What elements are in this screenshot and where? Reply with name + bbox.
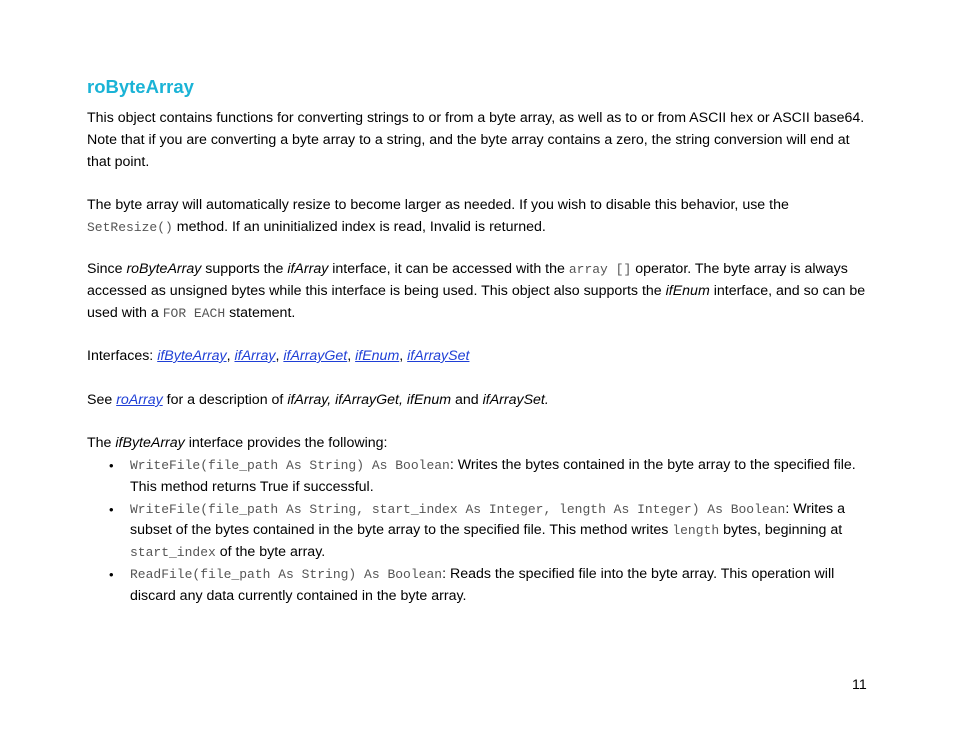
list-item — [87, 499, 872, 564]
list-item — [87, 564, 872, 608]
link-ifbytearray[interactable]: ifByteArray — [157, 348, 227, 364]
list-item — [87, 455, 872, 499]
separator: , — [226, 348, 235, 364]
intro-paragraph — [87, 108, 872, 173]
code-for-each: FOR EACH — [162, 305, 226, 321]
method-description: : Reads the specified file into the byte array. This operation will discard any data currently contained in the byte array. — [130, 565, 835, 604]
link-ifenum[interactable]: ifEnum — [355, 348, 400, 364]
array-paragraph — [87, 259, 872, 324]
see-also-paragraph — [87, 390, 872, 412]
bullet-icon: • — [109, 458, 114, 473]
separator: , — [399, 348, 408, 364]
link-roarray[interactable]: roArray — [116, 392, 163, 408]
italic-term: roByteArray — [126, 261, 202, 277]
text-run: bytes, beginning at — [719, 522, 843, 539]
code-length: length — [672, 523, 720, 539]
text-run: statement. — [225, 304, 296, 321]
text-run: The — [87, 435, 116, 451]
section-heading: roByteArray — [87, 76, 194, 97]
page-number: 11 — [852, 677, 867, 693]
link-ifarrayset[interactable]: ifArraySet — [407, 348, 470, 364]
resize-paragraph — [87, 195, 872, 239]
italic-term: ifArray — [287, 261, 329, 277]
text-run: supports the — [201, 261, 288, 277]
text-run: of the byte array. — [215, 544, 326, 561]
text-run: operator. The byte array is always accessed as unsigned bytes while this interface is being used. This object also supports the — [87, 261, 848, 299]
link-ifarray[interactable]: ifArray — [234, 348, 276, 364]
code-setresize: SetResize() — [87, 219, 173, 235]
text-run: interface provides the following: — [184, 435, 388, 451]
interfaces-paragraph — [87, 346, 872, 368]
method-signature: ReadFile(file_path As String) As Boolean — [130, 566, 443, 582]
italic-term: ifArraySet. — [482, 392, 549, 408]
text-run: method. If an uninitialized index is read, Invalid is returned. — [172, 218, 546, 235]
text-run: for a description of — [162, 392, 288, 408]
bullet-icon: • — [109, 501, 114, 517]
text-run: interface, it can be accessed with the — [328, 261, 569, 277]
separator: , — [275, 348, 284, 364]
text-run: Since — [87, 261, 127, 277]
text-run: See — [87, 392, 117, 408]
method-description: : Writes a subset of the bytes contained in the byte array to the specified file. This method writes — [130, 500, 845, 539]
code-start-index: start_index — [130, 545, 216, 561]
text-run: The byte array will automatically resize to become larger as needed. If you wish to disable this behavior, use the — [87, 197, 789, 213]
method-signature: WriteFile(file_path As String) As Boolean — [130, 458, 450, 473]
separator: , — [347, 348, 356, 364]
text-run: interface, and so can be used with a — [87, 282, 866, 321]
italic-term: ifEnum — [665, 282, 710, 299]
interfaces-label: Interfaces: — [87, 348, 158, 364]
code-array-operator: array [] — [568, 262, 632, 277]
intro-text: This object contains functions for converting strings to or from a byte array, as well as to or from ASCII hex or ASCII base64. Note that if you are converting a byte array to a string, and the byte array contains a zero, the string conversion will end at that point. — [87, 110, 865, 170]
method-signature: WriteFile(file_path As String, start_index As Integer, length As Integer) As Boolean — [130, 501, 786, 517]
bullet-icon: • — [109, 566, 114, 582]
text-run: and — [451, 392, 483, 408]
link-ifarrayget[interactable]: ifArrayGet — [283, 348, 348, 364]
method-description: : Writes the bytes contained in the byte array to the specified file. This method returns True if successful. — [130, 457, 856, 495]
italic-term: ifArray, ifArrayGet, ifEnum — [287, 392, 452, 408]
italic-term: ifByteArray — [115, 435, 185, 451]
provides-paragraph — [87, 433, 872, 455]
method-list — [87, 455, 872, 608]
